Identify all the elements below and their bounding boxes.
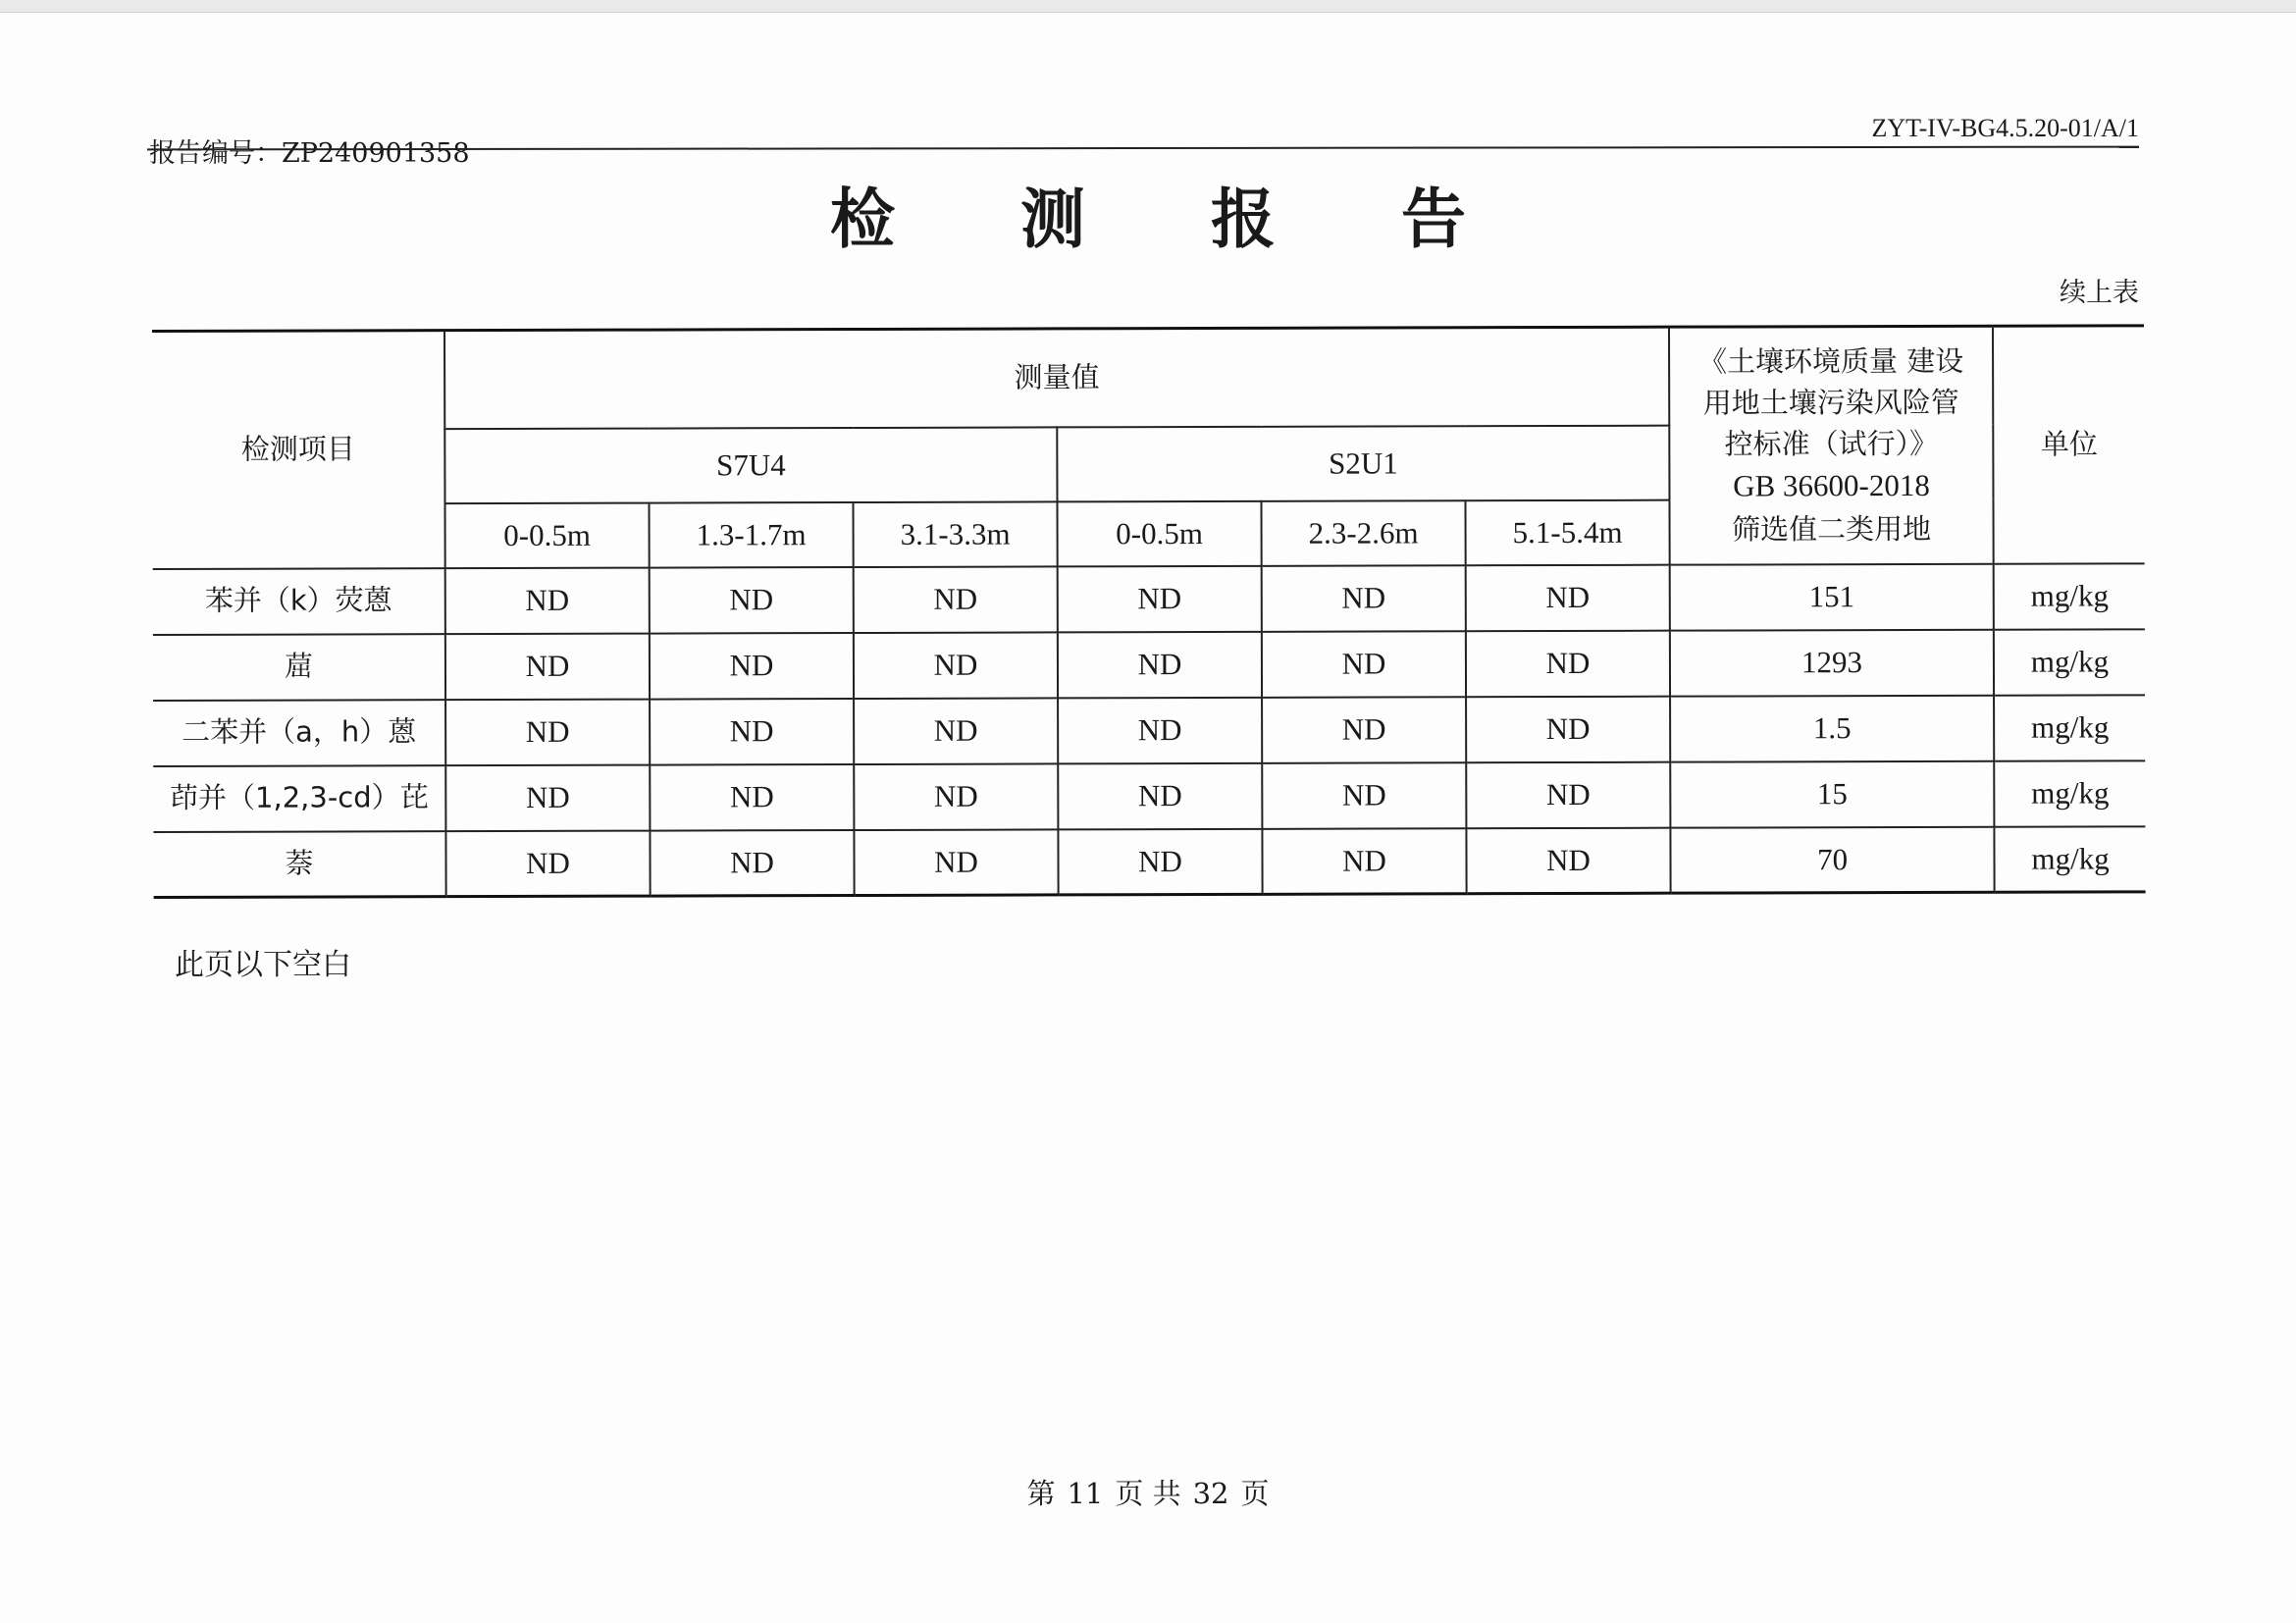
row-value: ND: [1262, 828, 1466, 895]
row-value: ND: [650, 633, 854, 700]
results-table: [152, 324, 2146, 899]
row-standard: 151: [1670, 563, 1994, 630]
row-value: ND: [1058, 697, 1262, 763]
row-unit: mg/kg: [1994, 826, 2145, 892]
row-standard: 70: [1670, 826, 1994, 893]
depth-header: 5.1-5.4m: [1465, 499, 1669, 565]
row-value: ND: [1058, 828, 1262, 895]
row-value: ND: [445, 567, 650, 634]
page-title: 检测报告: [830, 181, 1592, 257]
standard-header-line: GB 36600-2018: [1733, 468, 1930, 503]
row-value: ND: [1466, 761, 1670, 828]
continued-label: 续上表: [2060, 278, 2139, 308]
row-value: ND: [445, 830, 650, 897]
row-item: 萘: [153, 831, 445, 898]
row-item: 苯并（k）荧蒽: [153, 568, 445, 635]
row-unit: mg/kg: [1994, 563, 2145, 629]
page-footer: [0, 1472, 2296, 1512]
row-value: ND: [650, 764, 854, 831]
report-number-value: ZP240901358: [282, 138, 470, 169]
row-item: 䓛: [153, 634, 445, 701]
depth-header: 0-0.5m: [444, 502, 649, 568]
scan-edge: [0, 0, 2296, 13]
row-value: ND: [1262, 697, 1466, 763]
row-value: ND: [445, 764, 650, 831]
footer-suffix: 页: [1240, 1477, 1270, 1510]
results-table-wrapper: [152, 324, 2146, 899]
unit-header: 单位: [1993, 326, 2145, 563]
row-standard: 1293: [1670, 629, 1994, 696]
row-value: ND: [1262, 631, 1466, 698]
row-value: ND: [445, 699, 650, 765]
depth-header: 0-0.5m: [1057, 500, 1261, 566]
row-value: ND: [1058, 631, 1262, 698]
table-row: [153, 563, 2145, 635]
row-item: 茚并（1,2,3-cd）芘: [153, 765, 445, 832]
standard-header-line: 筛选值二类用地: [1732, 512, 1932, 547]
depth-header: 3.1-3.3m: [853, 501, 1057, 567]
footer-prefix: 第: [1026, 1477, 1056, 1510]
row-value: ND: [854, 632, 1058, 699]
table-row: [153, 629, 2145, 701]
document-code: ZYT-IV-BG4.5.20-01/A/1: [1871, 114, 2139, 142]
row-value: ND: [1058, 762, 1262, 829]
row-unit: mg/kg: [1994, 629, 2145, 695]
measured-header: 测量值: [444, 327, 1669, 428]
site-header: S7U4: [444, 427, 1057, 503]
report-number-label: 报告编号：: [149, 138, 282, 169]
standard-header-line: 《土壤环境质量 建设: [1697, 344, 1964, 379]
row-value: ND: [1466, 696, 1670, 762]
standard-header-line: 控标准（试行）》: [1724, 427, 1939, 461]
row-standard: 15: [1670, 760, 1994, 827]
table-row: [153, 826, 2145, 898]
depth-header: 2.3-2.6m: [1261, 500, 1465, 566]
footer-page-number: 11: [1067, 1477, 1104, 1510]
row-standard: 1.5: [1670, 695, 1994, 761]
row-value: ND: [1466, 630, 1670, 697]
row-value: ND: [1466, 827, 1670, 894]
footer-total-pages: 32: [1192, 1477, 1229, 1510]
row-value: ND: [1466, 564, 1670, 631]
footer-middle: 页 共: [1115, 1477, 1181, 1510]
row-value: ND: [650, 567, 854, 634]
row-value: ND: [1262, 762, 1466, 829]
row-unit: mg/kg: [1994, 760, 2145, 826]
table-row: [153, 695, 2145, 766]
row-unit: mg/kg: [1994, 695, 2145, 760]
row-value: ND: [1058, 565, 1262, 632]
item-header: 检测项目: [152, 331, 445, 569]
row-value: ND: [1262, 565, 1466, 632]
row-value: ND: [854, 698, 1058, 764]
site-header: S2U1: [1057, 425, 1669, 501]
table-row: [153, 760, 2145, 832]
report-number: [149, 131, 470, 170]
blank-below-note: 此页以下空白: [175, 948, 351, 982]
depth-header: 1.3-1.7m: [649, 502, 853, 568]
row-value: ND: [445, 633, 650, 700]
standard-header: [1669, 326, 1994, 564]
row-value: ND: [650, 699, 854, 765]
row-value: ND: [854, 829, 1058, 896]
row-item: 二苯并（a，h）蒽: [153, 700, 445, 766]
standard-header-line: 用地土壤污染风险管: [1702, 386, 1959, 420]
row-value: ND: [854, 566, 1058, 633]
row-value: ND: [854, 763, 1058, 830]
row-value: ND: [650, 830, 854, 897]
